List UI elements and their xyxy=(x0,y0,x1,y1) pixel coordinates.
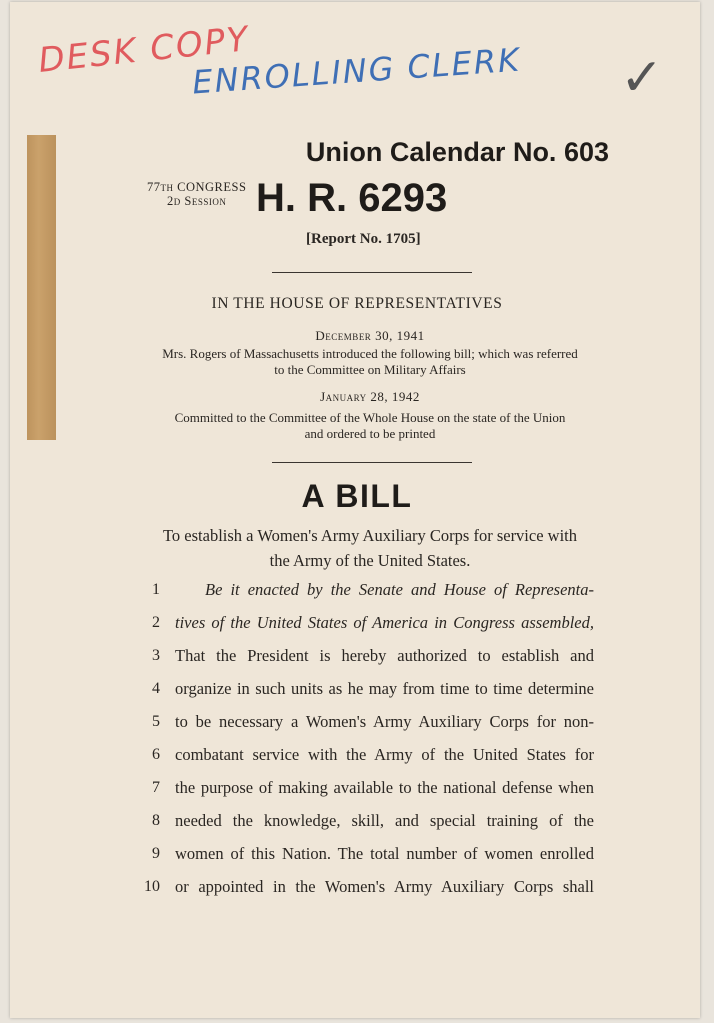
line-text: That the President is hereby authorized to establish and xyxy=(175,646,594,665)
line-number: 4 xyxy=(152,680,160,697)
line-number: 2 xyxy=(152,614,160,631)
action-text-1-line-2: to the Committee on Military Affairs xyxy=(274,362,466,377)
action-text-2-line-1: Committed to the Committee of the Whole House on the state of the Union xyxy=(174,410,566,425)
congress-label: 77th CONGRESS xyxy=(147,180,247,194)
desk-copy-annotation: DESK COPY xyxy=(36,19,252,81)
line-text: the purpose of making available to the national defense when xyxy=(175,778,594,797)
divider-top xyxy=(272,272,472,273)
action-date-1: December 30, 1941 xyxy=(315,328,425,343)
line-text: to be necessary a Women's Army Auxiliary Corps for non- xyxy=(175,712,594,731)
line-number: 8 xyxy=(152,812,160,829)
bill-heading: A BILL xyxy=(301,478,413,514)
action-text-1-line-1: Mrs. Rogers of Massachusetts introduced the following bill; which was referred xyxy=(162,346,578,361)
session-label: 2d Session xyxy=(167,194,227,208)
line-number: 9 xyxy=(152,845,160,862)
bill-line xyxy=(0,581,714,613)
line-text: Be it enacted by the Senate and House of Representa- xyxy=(205,580,594,599)
line-number: 1 xyxy=(152,581,160,598)
action-text-2-line-2: and ordered to be printed xyxy=(304,426,436,441)
action-date-2: January 28, 1942 xyxy=(320,389,420,404)
house-heading: IN THE HOUSE OF REPRESENTATIVES xyxy=(211,295,503,312)
report-number: [Report No. 1705] xyxy=(306,231,421,247)
line-number: 6 xyxy=(152,746,160,763)
line-number: 3 xyxy=(152,647,160,664)
enrolling-clerk-annotation: ENROLLING CLERK xyxy=(191,40,523,102)
line-text: or appointed in the Women's Army Auxiliary Corps shall xyxy=(175,877,594,896)
line-number: 7 xyxy=(152,779,160,796)
bill-title xyxy=(140,523,600,573)
line-text: tives of the United States of America in Congress assembled, xyxy=(175,613,594,632)
tape-strip xyxy=(27,135,56,440)
line-text: needed the knowledge, skill, and special training of the xyxy=(175,811,594,830)
bill-title-line-1: To establish a Women's Army Auxiliary Corps for service with xyxy=(163,526,577,545)
divider-bottom xyxy=(272,462,472,463)
line-text: organize in such units as he may from time to time determine xyxy=(175,679,594,698)
line-number: 5 xyxy=(152,713,160,730)
bill-line xyxy=(0,713,714,745)
line-number: 10 xyxy=(144,878,160,895)
bill-line xyxy=(0,812,714,844)
line-text: women of this Nation. The total number of women enrolled xyxy=(175,844,594,863)
line-text: combatant service with the Army of the United States for xyxy=(175,745,594,764)
bill-line xyxy=(0,647,714,679)
bill-line xyxy=(0,878,714,910)
bill-title-line-2: the Army of the United States. xyxy=(269,551,471,570)
check-mark-annotation: ✓ xyxy=(620,48,666,108)
bill-number: H. R. 6293 xyxy=(256,176,448,220)
bill-line xyxy=(0,746,714,778)
bill-line xyxy=(0,779,714,811)
union-calendar-number: Union Calendar No. 603 xyxy=(305,137,609,167)
bill-line xyxy=(0,680,714,712)
congress-session xyxy=(147,180,246,208)
bill-line xyxy=(0,614,714,646)
bill-line xyxy=(0,845,714,877)
